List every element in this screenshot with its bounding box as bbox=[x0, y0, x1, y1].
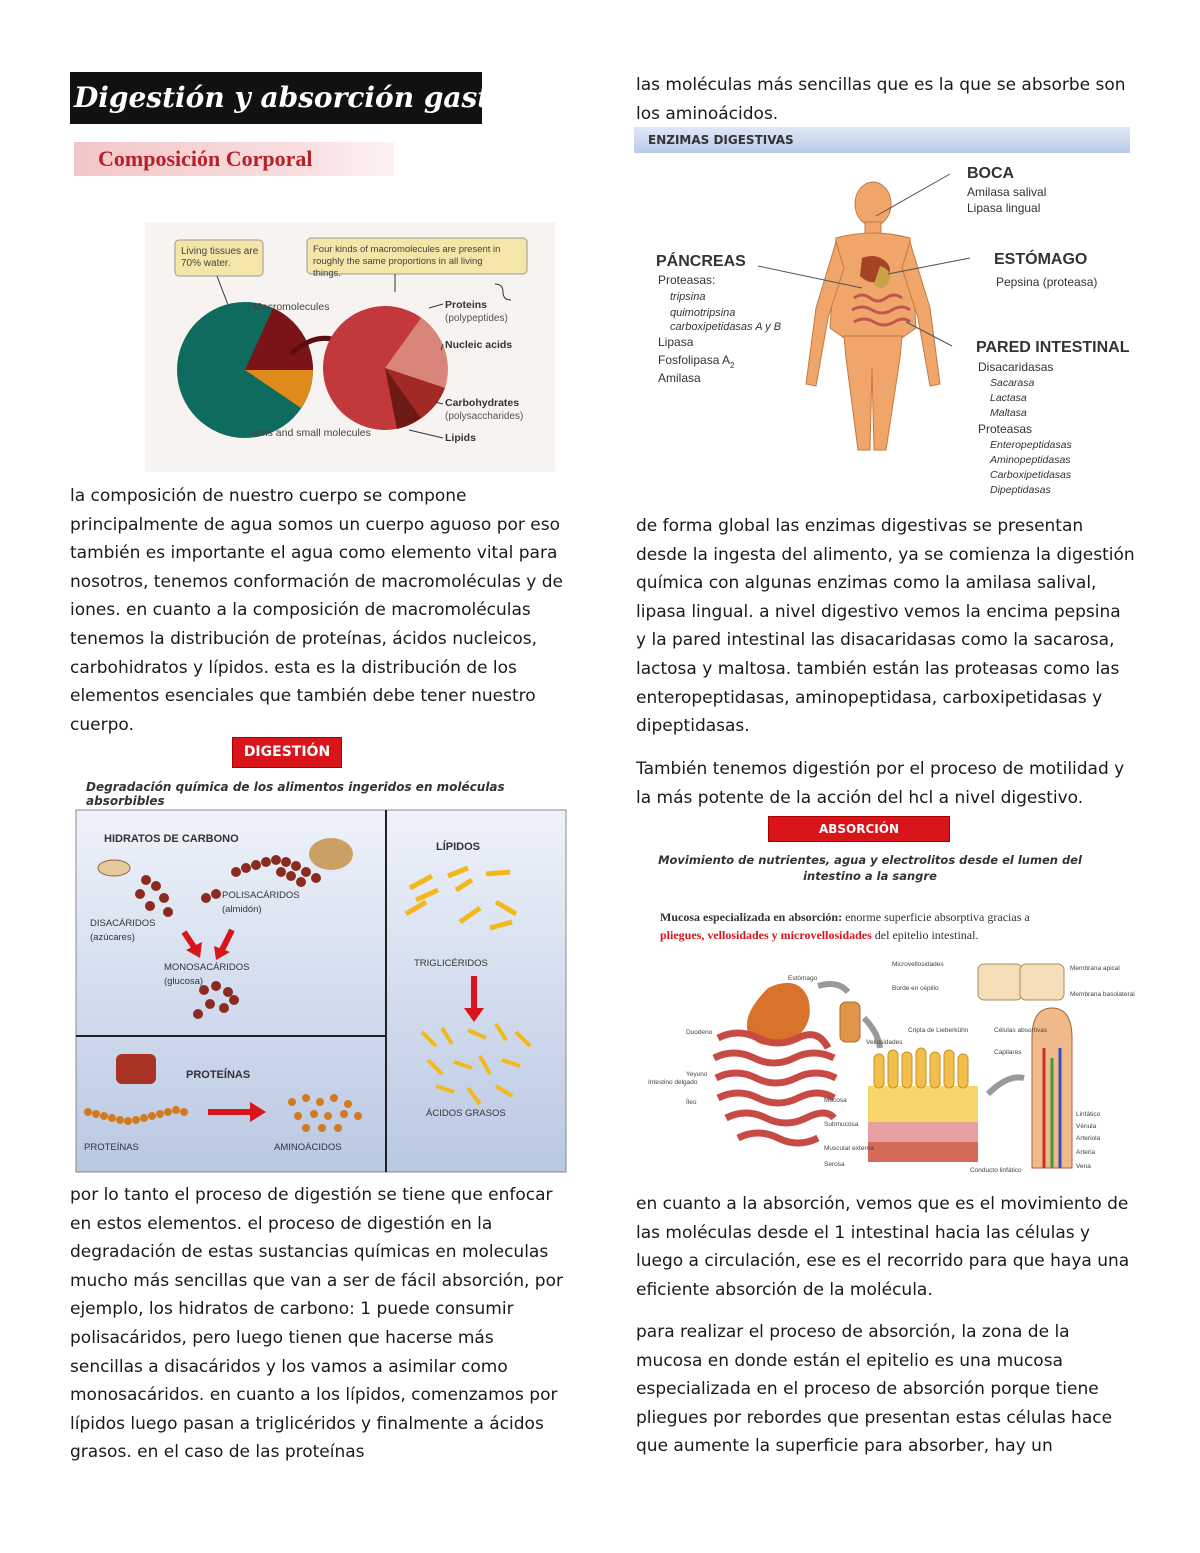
mucosa-caption-red: pliegues, vellosidades y microvellosidades bbox=[660, 928, 872, 942]
label-cripta: Cripta de Lieberkühn bbox=[908, 1027, 969, 1034]
digestion-label: DIGESTIÓN bbox=[232, 737, 342, 768]
callout-water: Living tissues are 70% water. bbox=[181, 246, 259, 269]
label-pancreas: PÁNCREAS bbox=[656, 253, 746, 270]
composicion-label: Composición Corporal bbox=[74, 142, 394, 176]
label-proteasas-pared: Proteasas bbox=[978, 422, 1033, 436]
label-vellosidades: Vellosidades bbox=[866, 1039, 903, 1046]
label-carbs: Carbohydrates bbox=[445, 397, 520, 409]
label-glucosa: (glucosa) bbox=[164, 976, 204, 987]
label-macromolecules: Macromolecules bbox=[253, 301, 330, 313]
label-amilasa: Amilasa bbox=[658, 371, 701, 385]
label-lipasa-lingual: Lipasa lingual bbox=[967, 201, 1041, 215]
label-carboxipetidasas: Carboxipetidasas bbox=[990, 469, 1072, 481]
label-borde-cepillo: Borde en cepillo bbox=[892, 985, 939, 992]
label-boca: BOCA bbox=[967, 165, 1015, 182]
paragraph-mucosa: para realizar el proceso de absorción, la zona de la mucosa en donde están el epitelio es una mucosa especializada en el proceso de absorción porque tiene pliegues por rebordes que presentan estas células hace que aumente la superficie para absorber, hay un bbox=[636, 1322, 1113, 1457]
label-fosfolipasa: Fosfolipasa $A_2$ bbox=[658, 353, 735, 370]
label-polisacaridos: POLISACÁRIDOS bbox=[222, 890, 300, 901]
digestion-subtitle: Degradación química de los alimentos ingeridos en moléculas absorbibles bbox=[86, 780, 505, 808]
label-pared-intestinal: PARED INTESTINAL bbox=[976, 339, 1130, 356]
paragraph-aminoacidos: las moléculas más sencillas que es la que se absorbe son los aminoácidos. bbox=[636, 75, 1126, 124]
label-proteins: Proteins bbox=[445, 299, 488, 311]
absorcion-label: ABSORCIÓN bbox=[768, 816, 950, 842]
label-yeyuno: Yeyuno bbox=[686, 1071, 708, 1078]
label-venula: Vénula bbox=[1076, 1123, 1097, 1130]
paragraph-motilidad: También tenemos digestión por el proceso de motilidad y la más potente de la acción del hcl a nivel digestivo. bbox=[636, 759, 1125, 808]
label-estomago: ESTÓMAGO bbox=[994, 251, 1088, 268]
label-ileo: Íleo bbox=[686, 1099, 697, 1106]
label-aminopeptidasas: Aminopeptidasas bbox=[990, 454, 1071, 466]
label-azucares: (azúcares) bbox=[90, 932, 135, 943]
label-lipidos: LÍPIDOS bbox=[436, 841, 481, 853]
submucosa-layer bbox=[868, 1122, 978, 1142]
label-carboxipetidasas-ab: carboxipetidasas A y B bbox=[670, 321, 782, 333]
label-proteinas-head: PROTEÍNAS bbox=[186, 1069, 251, 1081]
absorptive-cell-icon bbox=[978, 964, 1022, 1000]
label-mucosa: Mucosa bbox=[824, 1097, 847, 1104]
label-proteasas-pancreas: Proteasas: bbox=[658, 273, 716, 287]
label-lactasa: Lactasa bbox=[990, 392, 1027, 404]
label-carbs-sub: (polysaccharides) bbox=[445, 411, 524, 422]
page-title: Digestión y absorción gastrointestinal bbox=[70, 72, 482, 124]
label-proteins-sub: (polypeptides) bbox=[445, 313, 508, 324]
mucosa-caption bbox=[660, 908, 1124, 944]
label-monosacaridos: MONOSACÁRIDOS bbox=[164, 962, 250, 973]
label-maltasa: Maltasa bbox=[990, 407, 1027, 419]
label-disacaridasas: Disacaridasas bbox=[978, 360, 1054, 374]
enzimas-header: ENZIMAS DIGESTIVAS bbox=[634, 127, 1130, 153]
label-ions: Ions and small molecules bbox=[253, 427, 371, 439]
label-almidon: (almidón) bbox=[222, 904, 262, 915]
label-aminoacidos: AMINOÁCIDOS bbox=[274, 1142, 342, 1153]
label-serosa: Serosa bbox=[824, 1161, 845, 1168]
label-estomago-abs: Estómago bbox=[788, 975, 818, 982]
label-quimotripsina: quimotripsina bbox=[670, 307, 736, 319]
label-duodeno: Duodeno bbox=[686, 1029, 713, 1036]
villi-icon bbox=[874, 1048, 968, 1088]
label-hidratos: HIDRATOS DE CARBONO bbox=[104, 833, 239, 845]
label-intestino-delgado: Intestino delgado bbox=[648, 1079, 698, 1086]
label-celulas-absortivas: Células absortivas bbox=[994, 1027, 1048, 1034]
label-sacarasa: Sacarasa bbox=[990, 377, 1035, 389]
label-lipids: Lipids bbox=[445, 432, 476, 444]
digestion-figure bbox=[76, 810, 566, 1172]
absorption-figure bbox=[648, 958, 1135, 1178]
mucosa-caption-rest: enorme superficie absorptiva gracias a bbox=[842, 910, 1030, 924]
label-enteropeptidasas: Enteropeptidasas bbox=[990, 439, 1072, 451]
mucosa-caption-bold: Mucosa especializada en absorción: bbox=[660, 910, 843, 924]
label-proteinas: PROTEÍNAS bbox=[84, 1142, 139, 1153]
human-body-figure bbox=[806, 182, 940, 450]
label-trigliceridos: TRIGLICÉRIDOS bbox=[414, 958, 488, 969]
mucosa-caption-end: del epitelio intestinal. bbox=[871, 928, 979, 942]
label-microvellosidades: Microvellosidades bbox=[892, 961, 944, 968]
paragraph-composicion: la composición de nuestro cuerpo se compone principalmente de agua somos un cuerpo aguoso por eso también es importante el agua como elemento vital para nosotros, tenemos conformación de macromoléculas y de iones. en cuanto a la composición de macromoléculas tenemos la distribución de proteínas, ácidos nucleicos, carbohidratos y lípidos. esta es la distribución de los elementos esenciales que también debe tener nuestro cuerpo. bbox=[70, 486, 563, 735]
label-amilasa-salival: Amilasa salival bbox=[967, 185, 1047, 199]
callout-macromolecules: Four kinds of macromolecules are present in roughly the same proportions in all living things. bbox=[313, 244, 501, 279]
label-submucosa: Submucosa bbox=[824, 1121, 859, 1128]
small-intestine-icon bbox=[714, 1033, 836, 1143]
label-conducto-linfatico: Conducto linfático bbox=[970, 1167, 1022, 1174]
label-dipeptidasas: Dipeptidasas bbox=[990, 484, 1051, 496]
absorcion-subtitle: Movimiento de nutrientes, agua y electrolitos desde el lumen del intestino a la sangre bbox=[658, 853, 1082, 883]
label-membrana-basolateral: Membrana basolateral bbox=[1070, 991, 1135, 998]
label-lipasa: Lipasa bbox=[658, 335, 694, 349]
paragraph-enzimas: de forma global las enzimas digestivas se presentan desde la ingesta del alimento, ya se comienza la digestión química con algunas enzimas como la amilasa salival, lipasa lingual. a nivel digestivo vemos la encima pepsina y la pared intestinal las disacaridasas como la sacarosa, lactosa y maltosa. también están las proteasas como las enteropeptidasas, aminopeptidasa, carboxipetidasas y dipeptidasas. bbox=[636, 516, 1135, 737]
meat-icon bbox=[116, 1054, 156, 1084]
label-acidos-grasos: ÁCIDOS GRASOS bbox=[426, 1108, 506, 1119]
label-nucleic: Nucleic acids bbox=[445, 339, 513, 351]
sugar-bowl-icon bbox=[98, 860, 130, 876]
label-arteria: Arteria bbox=[1076, 1149, 1096, 1156]
muscular-layer bbox=[868, 1142, 978, 1162]
label-muscular: Muscular externa bbox=[824, 1145, 874, 1152]
label-tripsina: tripsina bbox=[670, 291, 706, 303]
bread-icon bbox=[309, 838, 353, 870]
mucosa-layer bbox=[868, 1086, 978, 1122]
label-capilares: Capilares bbox=[994, 1049, 1022, 1056]
paragraph-absorcion: en cuanto a la absorción, vemos que es el movimiento de las moléculas desde el 1 intestinal hacia las células y luego a circulación, ese es el recorrido para que haya una eficiente absorción de la molécula. bbox=[636, 1194, 1130, 1300]
label-linfatico: Linfático bbox=[1076, 1111, 1101, 1118]
label-membrana-apical: Membrana apical bbox=[1070, 965, 1120, 972]
enzymes-figure bbox=[640, 158, 1130, 500]
label-vena: Vena bbox=[1076, 1163, 1091, 1170]
intestine-segment-icon bbox=[840, 1002, 860, 1042]
paragraph-digestion: por lo tanto el proceso de digestión se tiene que enfocar en estos elementos. el proceso de digestión en la degradación de estas sustancias químicas en moleculas mucho más sencillas que van a ser de fácil absorción, por ejemplo, los hidratos de carbono: 1 puede consumir polisacáridos, pero luego tienen que hacerse más sencillas a disacáridos y los vamos a asimilar como monosacáridos. en cuanto a los lípidos, comenzamos por lípidos luego pasan a triglicéridos y finalmente a ácidos grasos. en el caso de las proteínas bbox=[70, 1185, 563, 1463]
macromolecules-pie-figure bbox=[145, 222, 555, 472]
label-disacaridos: DISACÁRIDOS bbox=[90, 918, 156, 929]
label-pepsina: Pepsina (proteasa) bbox=[996, 275, 1098, 289]
label-arteriola: Arteriola bbox=[1076, 1135, 1101, 1142]
